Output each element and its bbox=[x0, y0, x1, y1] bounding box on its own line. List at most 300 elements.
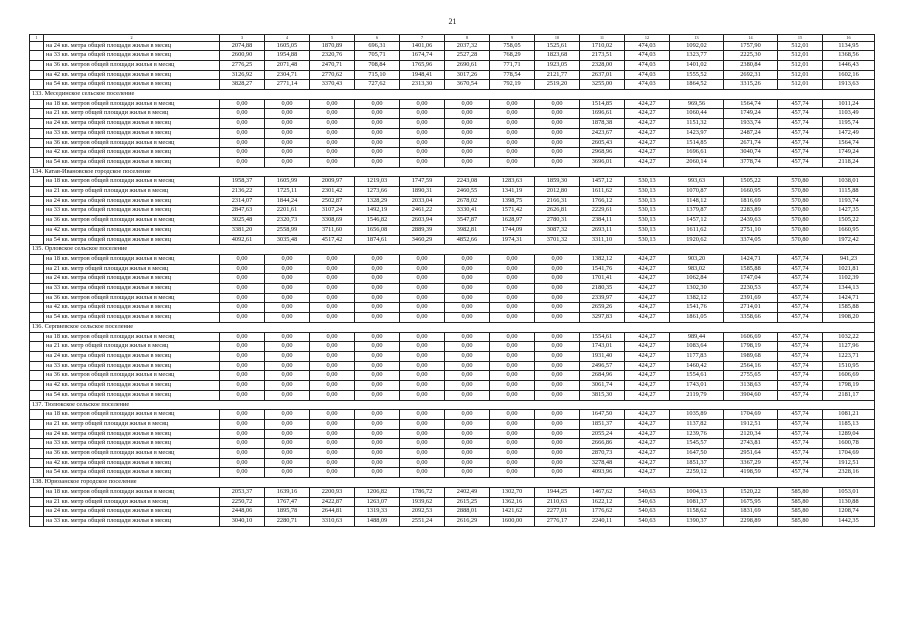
row-label: на 24 кв. метра общей площади жилья в месяц bbox=[44, 352, 220, 362]
value-cell: 2074,88 bbox=[220, 41, 265, 51]
value-cell: 2402,49 bbox=[445, 487, 490, 497]
value-cell: 0,00 bbox=[535, 429, 580, 439]
value-cell: 585,80 bbox=[778, 497, 823, 507]
row-index-cell bbox=[30, 187, 44, 197]
value-cell: 0,00 bbox=[355, 332, 400, 342]
value-cell: 0,00 bbox=[310, 284, 355, 294]
value-cell: 1647,50 bbox=[670, 449, 724, 459]
value-cell: 0,00 bbox=[355, 148, 400, 158]
value-cell: 1137,82 bbox=[670, 419, 724, 429]
table-row bbox=[30, 187, 875, 197]
value-cell: 0,00 bbox=[220, 254, 265, 264]
value-cell: 0,00 bbox=[445, 458, 490, 468]
value-cell: 1208,74 bbox=[823, 507, 875, 517]
table-body bbox=[30, 35, 875, 527]
value-cell: 457,74 bbox=[778, 419, 823, 429]
column-number: 4 bbox=[265, 35, 310, 42]
value-cell: 0,00 bbox=[445, 274, 490, 284]
value-cell: 3381,20 bbox=[220, 225, 265, 235]
value-cell: 715,10 bbox=[355, 70, 400, 80]
value-cell: 969,56 bbox=[670, 99, 724, 109]
value-cell: 1134,95 bbox=[823, 41, 875, 51]
row-label: на 42 кв. метра общей площади жилья в месяц bbox=[44, 225, 220, 235]
value-cell: 0,00 bbox=[265, 148, 310, 158]
value-cell: 1102,39 bbox=[823, 274, 875, 284]
value-cell: 585,80 bbox=[778, 487, 823, 497]
value-cell: 0,00 bbox=[445, 361, 490, 371]
value-cell: 0,00 bbox=[445, 371, 490, 381]
value-cell: 0,00 bbox=[220, 332, 265, 342]
value-cell: 0,00 bbox=[400, 303, 445, 313]
value-cell: 1382,12 bbox=[670, 293, 724, 303]
section-title: 138. Юрюзанское городское поселение bbox=[30, 478, 875, 488]
value-cell: 0,00 bbox=[535, 361, 580, 371]
value-cell: 512,01 bbox=[778, 41, 823, 51]
value-cell: 2314,07 bbox=[220, 196, 265, 206]
value-cell: 1195,74 bbox=[823, 119, 875, 129]
row-label: на 54 кв. метра общей площади жилья в месяц bbox=[44, 313, 220, 323]
value-cell: 0,00 bbox=[265, 157, 310, 167]
value-cell: 0,00 bbox=[400, 390, 445, 400]
value-cell: 2298,89 bbox=[724, 516, 778, 526]
row-label: на 21 кв. метр общей площади жилья в месяц bbox=[44, 109, 220, 119]
value-cell: 457,74 bbox=[778, 390, 823, 400]
value-cell: 2053,37 bbox=[220, 487, 265, 497]
value-cell: 0,00 bbox=[355, 313, 400, 323]
value-cell: 1514,85 bbox=[670, 138, 724, 148]
value-cell: 2092,53 bbox=[400, 507, 445, 517]
value-cell: 1424,71 bbox=[823, 293, 875, 303]
value-cell: 0,00 bbox=[310, 148, 355, 158]
value-cell: 2637,01 bbox=[580, 70, 625, 80]
value-cell: 1931,40 bbox=[580, 352, 625, 362]
value-cell: 1948,41 bbox=[400, 70, 445, 80]
value-cell: 1525,61 bbox=[535, 41, 580, 51]
row-index-cell bbox=[30, 264, 44, 274]
row-label: на 33 кв. метра общей площади жилья в месяц bbox=[44, 128, 220, 138]
row-label: на 42 кв. метра общей площади жилья в месяц bbox=[44, 70, 220, 80]
value-cell: 424,27 bbox=[625, 99, 670, 109]
value-cell: 0,00 bbox=[535, 284, 580, 294]
row-label: на 36 кв. метров общей площади жилья в месяц bbox=[44, 371, 220, 381]
value-cell: 3126,92 bbox=[220, 70, 265, 80]
value-cell: 1725,11 bbox=[265, 187, 310, 197]
value-cell: 1786,72 bbox=[400, 487, 445, 497]
row-index-cell bbox=[30, 439, 44, 449]
value-cell: 0,00 bbox=[535, 293, 580, 303]
value-cell: 4198,59 bbox=[724, 468, 778, 478]
value-cell: 0,00 bbox=[220, 138, 265, 148]
value-cell: 0,00 bbox=[310, 439, 355, 449]
value-cell: 2605,43 bbox=[580, 138, 625, 148]
value-cell: 0,00 bbox=[310, 293, 355, 303]
value-cell: 1421,62 bbox=[490, 507, 535, 517]
value-cell: 1585,88 bbox=[724, 264, 778, 274]
value-cell: 424,27 bbox=[625, 264, 670, 274]
value-cell: 457,74 bbox=[778, 342, 823, 352]
value-cell: 2616,29 bbox=[445, 516, 490, 526]
table-row bbox=[30, 439, 875, 449]
value-cell: 0,00 bbox=[490, 332, 535, 342]
value-cell: 1844,24 bbox=[265, 196, 310, 206]
value-cell: 2439,63 bbox=[724, 216, 778, 226]
row-index-cell bbox=[30, 303, 44, 313]
value-cell: 1541,76 bbox=[580, 264, 625, 274]
value-cell: 0,00 bbox=[445, 468, 490, 478]
table-row bbox=[30, 313, 875, 323]
row-index-cell bbox=[30, 516, 44, 526]
value-cell: 0,00 bbox=[220, 361, 265, 371]
value-cell: 1939,62 bbox=[400, 497, 445, 507]
row-index-cell bbox=[30, 487, 44, 497]
value-cell: 2055,24 bbox=[580, 429, 625, 439]
value-cell: 0,00 bbox=[265, 293, 310, 303]
value-cell: 1060,44 bbox=[670, 109, 724, 119]
value-cell: 0,00 bbox=[445, 439, 490, 449]
value-cell: 0,00 bbox=[355, 419, 400, 429]
value-cell: 0,00 bbox=[265, 361, 310, 371]
value-cell: 1127,96 bbox=[823, 342, 875, 352]
value-cell: 2229,61 bbox=[580, 206, 625, 216]
value-cell: 989,44 bbox=[670, 332, 724, 342]
value-cell: 3107,24 bbox=[310, 206, 355, 216]
value-cell: 0,00 bbox=[310, 371, 355, 381]
value-cell: 0,00 bbox=[355, 381, 400, 391]
section-header-row bbox=[30, 90, 875, 100]
section-header-row bbox=[30, 478, 875, 488]
table-row bbox=[30, 332, 875, 342]
value-cell: 2243,08 bbox=[445, 177, 490, 187]
value-cell: 1289,04 bbox=[823, 429, 875, 439]
value-cell: 530,13 bbox=[625, 177, 670, 187]
value-cell: 0,00 bbox=[400, 468, 445, 478]
row-index-cell bbox=[30, 449, 44, 459]
value-cell: 0,00 bbox=[220, 284, 265, 294]
value-cell: 705,71 bbox=[355, 51, 400, 61]
value-cell: 474,03 bbox=[625, 70, 670, 80]
value-cell: 0,00 bbox=[220, 352, 265, 362]
row-index-cell bbox=[30, 177, 44, 187]
value-cell: 2173,51 bbox=[580, 51, 625, 61]
value-cell: 2240,11 bbox=[580, 516, 625, 526]
row-index-cell bbox=[30, 361, 44, 371]
value-cell: 1749,24 bbox=[823, 148, 875, 158]
value-cell: 0,00 bbox=[355, 371, 400, 381]
value-cell: 0,00 bbox=[355, 303, 400, 313]
value-cell: 424,27 bbox=[625, 361, 670, 371]
value-cell: 1382,12 bbox=[580, 254, 625, 264]
value-cell: 1972,42 bbox=[823, 235, 875, 245]
value-cell: 3310,63 bbox=[310, 516, 355, 526]
value-cell: 2743,81 bbox=[724, 439, 778, 449]
value-cell: 424,27 bbox=[625, 254, 670, 264]
value-cell: 0,00 bbox=[490, 468, 535, 478]
row-label: на 36 кв. метров общей площади жилья в месяц bbox=[44, 138, 220, 148]
value-cell: 3087,32 bbox=[535, 225, 580, 235]
value-cell: 983,02 bbox=[670, 264, 724, 274]
value-cell: 0,00 bbox=[220, 429, 265, 439]
value-cell: 0,00 bbox=[355, 410, 400, 420]
table-row bbox=[30, 352, 875, 362]
value-cell: 0,00 bbox=[535, 254, 580, 264]
section-title: 135. Орловское сельское поселение bbox=[30, 245, 875, 255]
value-cell: 0,00 bbox=[265, 458, 310, 468]
value-cell: 2496,57 bbox=[580, 361, 625, 371]
value-cell: 3278,48 bbox=[580, 458, 625, 468]
row-index-cell bbox=[30, 352, 44, 362]
row-label: на 42 кв. метра общей площади жилья в месяц bbox=[44, 303, 220, 313]
value-cell: 1081,21 bbox=[823, 410, 875, 420]
value-cell: 457,74 bbox=[778, 449, 823, 459]
value-cell: 0,00 bbox=[220, 410, 265, 420]
table-row bbox=[30, 371, 875, 381]
value-cell: 0,00 bbox=[355, 439, 400, 449]
value-cell: 2600,90 bbox=[220, 51, 265, 61]
value-cell: 540,63 bbox=[625, 507, 670, 517]
value-cell: 2181,17 bbox=[823, 390, 875, 400]
value-cell: 1081,37 bbox=[670, 497, 724, 507]
value-cell: 1628,97 bbox=[490, 216, 535, 226]
row-index-cell bbox=[30, 313, 44, 323]
value-cell: 2320,73 bbox=[265, 216, 310, 226]
row-label: на 18 кв. метров общей площади жилья в месяц bbox=[44, 99, 220, 109]
value-cell: 3025,48 bbox=[220, 216, 265, 226]
value-cell: 2671,74 bbox=[724, 138, 778, 148]
value-cell: 4093,96 bbox=[580, 468, 625, 478]
value-cell: 0,00 bbox=[310, 458, 355, 468]
value-cell: 0,00 bbox=[265, 109, 310, 119]
row-label: на 54 кв. метра общей площади жилья в месяц bbox=[44, 390, 220, 400]
value-cell: 0,00 bbox=[400, 264, 445, 274]
table-row bbox=[30, 128, 875, 138]
value-cell: 457,74 bbox=[778, 332, 823, 342]
value-cell: 424,27 bbox=[625, 449, 670, 459]
table-row bbox=[30, 516, 875, 526]
value-cell: 2448,06 bbox=[220, 507, 265, 517]
value-cell: 0,00 bbox=[400, 381, 445, 391]
value-cell: 2558,99 bbox=[265, 225, 310, 235]
value-cell: 0,00 bbox=[265, 303, 310, 313]
column-number: 12 bbox=[625, 35, 670, 42]
value-cell: 0,00 bbox=[400, 284, 445, 294]
column-number: 6 bbox=[355, 35, 400, 42]
page-number: 21 bbox=[448, 17, 457, 26]
value-cell: 0,00 bbox=[310, 468, 355, 478]
value-cell: 0,00 bbox=[535, 274, 580, 284]
value-cell: 0,00 bbox=[490, 274, 535, 284]
value-cell: 2033,04 bbox=[400, 196, 445, 206]
tariff-table bbox=[29, 34, 875, 527]
table-row bbox=[30, 497, 875, 507]
row-index-cell bbox=[30, 274, 44, 284]
value-cell: 0,00 bbox=[400, 410, 445, 420]
value-cell: 0,00 bbox=[535, 138, 580, 148]
table-row bbox=[30, 254, 875, 264]
value-cell: 0,00 bbox=[445, 138, 490, 148]
value-cell: 0,00 bbox=[400, 429, 445, 439]
value-cell: 0,00 bbox=[490, 419, 535, 429]
row-label: на 33 кв. метра общей площади жилья в месяц bbox=[44, 361, 220, 371]
row-index-cell bbox=[30, 342, 44, 352]
value-cell: 1442,35 bbox=[823, 516, 875, 526]
value-cell: 0,00 bbox=[220, 313, 265, 323]
value-cell: 0,00 bbox=[310, 99, 355, 109]
value-cell: 0,00 bbox=[445, 157, 490, 167]
value-cell: 2684,96 bbox=[580, 371, 625, 381]
value-cell: 3815,30 bbox=[580, 390, 625, 400]
value-cell: 1328,29 bbox=[355, 196, 400, 206]
value-cell: 1944,25 bbox=[535, 487, 580, 497]
value-cell: 2714,01 bbox=[724, 303, 778, 313]
value-cell: 3308,69 bbox=[310, 216, 355, 226]
value-cell: 3711,60 bbox=[310, 225, 355, 235]
table-row bbox=[30, 206, 875, 216]
value-cell: 2527,28 bbox=[445, 51, 490, 61]
value-cell: 0,00 bbox=[220, 390, 265, 400]
value-cell: 0,00 bbox=[445, 449, 490, 459]
value-cell: 540,63 bbox=[625, 487, 670, 497]
value-cell: 0,00 bbox=[310, 342, 355, 352]
column-number: 13 bbox=[670, 35, 724, 42]
value-cell: 0,00 bbox=[220, 342, 265, 352]
value-cell: 0,00 bbox=[310, 109, 355, 119]
value-cell: 792,19 bbox=[490, 80, 535, 90]
row-index-cell bbox=[30, 51, 44, 61]
value-cell: 2659,26 bbox=[580, 303, 625, 313]
row-label: на 24 кв. метра общей площади жилья в месяц bbox=[44, 119, 220, 129]
value-cell: 2283,89 bbox=[724, 206, 778, 216]
value-cell: 457,74 bbox=[778, 410, 823, 420]
value-cell: 2037,32 bbox=[445, 41, 490, 51]
value-cell: 1401,02 bbox=[670, 60, 724, 70]
row-index-cell bbox=[30, 138, 44, 148]
section-title: 136. Серпиевское сельское поселение bbox=[30, 322, 875, 332]
value-cell: 0,00 bbox=[265, 99, 310, 109]
value-cell: 1457,12 bbox=[670, 216, 724, 226]
value-cell: 2060,14 bbox=[670, 157, 724, 167]
value-cell: 2564,16 bbox=[724, 361, 778, 371]
value-cell: 1541,76 bbox=[670, 303, 724, 313]
value-cell: 1933,74 bbox=[724, 119, 778, 129]
value-cell: 696,31 bbox=[355, 41, 400, 51]
value-cell: 1427,35 bbox=[823, 206, 875, 216]
value-cell: 0,00 bbox=[265, 390, 310, 400]
table-row bbox=[30, 148, 875, 158]
value-cell: 771,71 bbox=[490, 60, 535, 70]
value-cell: 0,00 bbox=[355, 449, 400, 459]
value-cell: 1488,09 bbox=[355, 516, 400, 526]
value-cell: 0,00 bbox=[265, 449, 310, 459]
value-cell: 2770,62 bbox=[310, 70, 355, 80]
value-cell: 0,00 bbox=[265, 410, 310, 420]
value-cell: 0,00 bbox=[445, 352, 490, 362]
row-label: на 54 кв. метра общей площади жилья в месяц bbox=[44, 80, 220, 90]
value-cell: 457,74 bbox=[778, 313, 823, 323]
value-cell: 2847,63 bbox=[220, 206, 265, 216]
value-cell: 457,74 bbox=[778, 99, 823, 109]
value-cell: 2460,55 bbox=[445, 187, 490, 197]
value-cell: 0,00 bbox=[490, 381, 535, 391]
value-cell: 0,00 bbox=[535, 371, 580, 381]
row-label: на 24 кв. метра общей площади жилья в месяц bbox=[44, 507, 220, 517]
column-number: 1 bbox=[30, 35, 44, 42]
value-cell: 570,80 bbox=[778, 216, 823, 226]
value-cell: 1472,49 bbox=[823, 128, 875, 138]
section-header-row bbox=[30, 322, 875, 332]
row-index-cell bbox=[30, 429, 44, 439]
value-cell: 0,00 bbox=[535, 313, 580, 323]
value-cell: 1675,95 bbox=[724, 497, 778, 507]
value-cell: 1656,08 bbox=[355, 225, 400, 235]
value-cell: 0,00 bbox=[355, 468, 400, 478]
value-cell: 1851,37 bbox=[580, 419, 625, 429]
value-cell: 0,00 bbox=[490, 157, 535, 167]
value-cell: 2603,94 bbox=[400, 216, 445, 226]
value-cell: 570,80 bbox=[778, 177, 823, 187]
value-cell: 1864,52 bbox=[670, 80, 724, 90]
row-label: на 42 кв. метра общей площади жилья в месяц bbox=[44, 148, 220, 158]
value-cell: 1148,12 bbox=[670, 196, 724, 206]
value-cell: 0,00 bbox=[310, 264, 355, 274]
value-cell: 0,00 bbox=[310, 254, 355, 264]
value-cell: 2320,76 bbox=[310, 51, 355, 61]
value-cell: 424,27 bbox=[625, 342, 670, 352]
value-cell: 0,00 bbox=[310, 419, 355, 429]
value-cell: 2551,24 bbox=[400, 516, 445, 526]
value-cell: 0,00 bbox=[400, 361, 445, 371]
value-cell: 3255,00 bbox=[580, 80, 625, 90]
value-cell: 0,00 bbox=[310, 157, 355, 167]
row-index-cell bbox=[30, 99, 44, 109]
value-cell: 1859,30 bbox=[535, 177, 580, 187]
value-cell: 0,00 bbox=[310, 429, 355, 439]
table-row bbox=[30, 235, 875, 245]
value-cell: 1660,95 bbox=[724, 187, 778, 197]
row-label: на 36 кв. метров общей площади жилья в месяц bbox=[44, 216, 220, 226]
value-cell: 1460,42 bbox=[670, 361, 724, 371]
value-cell: 0,00 bbox=[490, 458, 535, 468]
value-cell: 0,00 bbox=[310, 410, 355, 420]
value-cell: 2690,61 bbox=[445, 60, 490, 70]
value-cell: 1870,89 bbox=[310, 41, 355, 51]
value-cell: 3330,41 bbox=[445, 206, 490, 216]
value-cell: 1492,19 bbox=[355, 206, 400, 216]
value-cell: 0,00 bbox=[400, 313, 445, 323]
value-cell: 3040,10 bbox=[220, 516, 265, 526]
table-row bbox=[30, 196, 875, 206]
value-cell: 903,20 bbox=[670, 254, 724, 264]
value-cell: 1092,02 bbox=[670, 41, 724, 51]
table-row bbox=[30, 60, 875, 70]
column-number: 14 bbox=[724, 35, 778, 42]
value-cell: 0,00 bbox=[490, 264, 535, 274]
value-cell: 3311,10 bbox=[580, 235, 625, 245]
value-cell: 2280,71 bbox=[265, 516, 310, 526]
value-cell: 0,00 bbox=[535, 264, 580, 274]
table-row bbox=[30, 274, 875, 284]
value-cell: 0,00 bbox=[265, 381, 310, 391]
row-index-cell bbox=[30, 293, 44, 303]
value-cell: 0,00 bbox=[400, 419, 445, 429]
value-cell: 0,00 bbox=[355, 458, 400, 468]
value-cell: 2422,87 bbox=[310, 497, 355, 507]
row-index-cell bbox=[30, 41, 44, 51]
value-cell: 3670,54 bbox=[445, 80, 490, 90]
value-cell: 2380,84 bbox=[724, 60, 778, 70]
value-cell: 2328,00 bbox=[580, 60, 625, 70]
value-cell: 2259,12 bbox=[670, 468, 724, 478]
value-cell: 474,03 bbox=[625, 60, 670, 70]
